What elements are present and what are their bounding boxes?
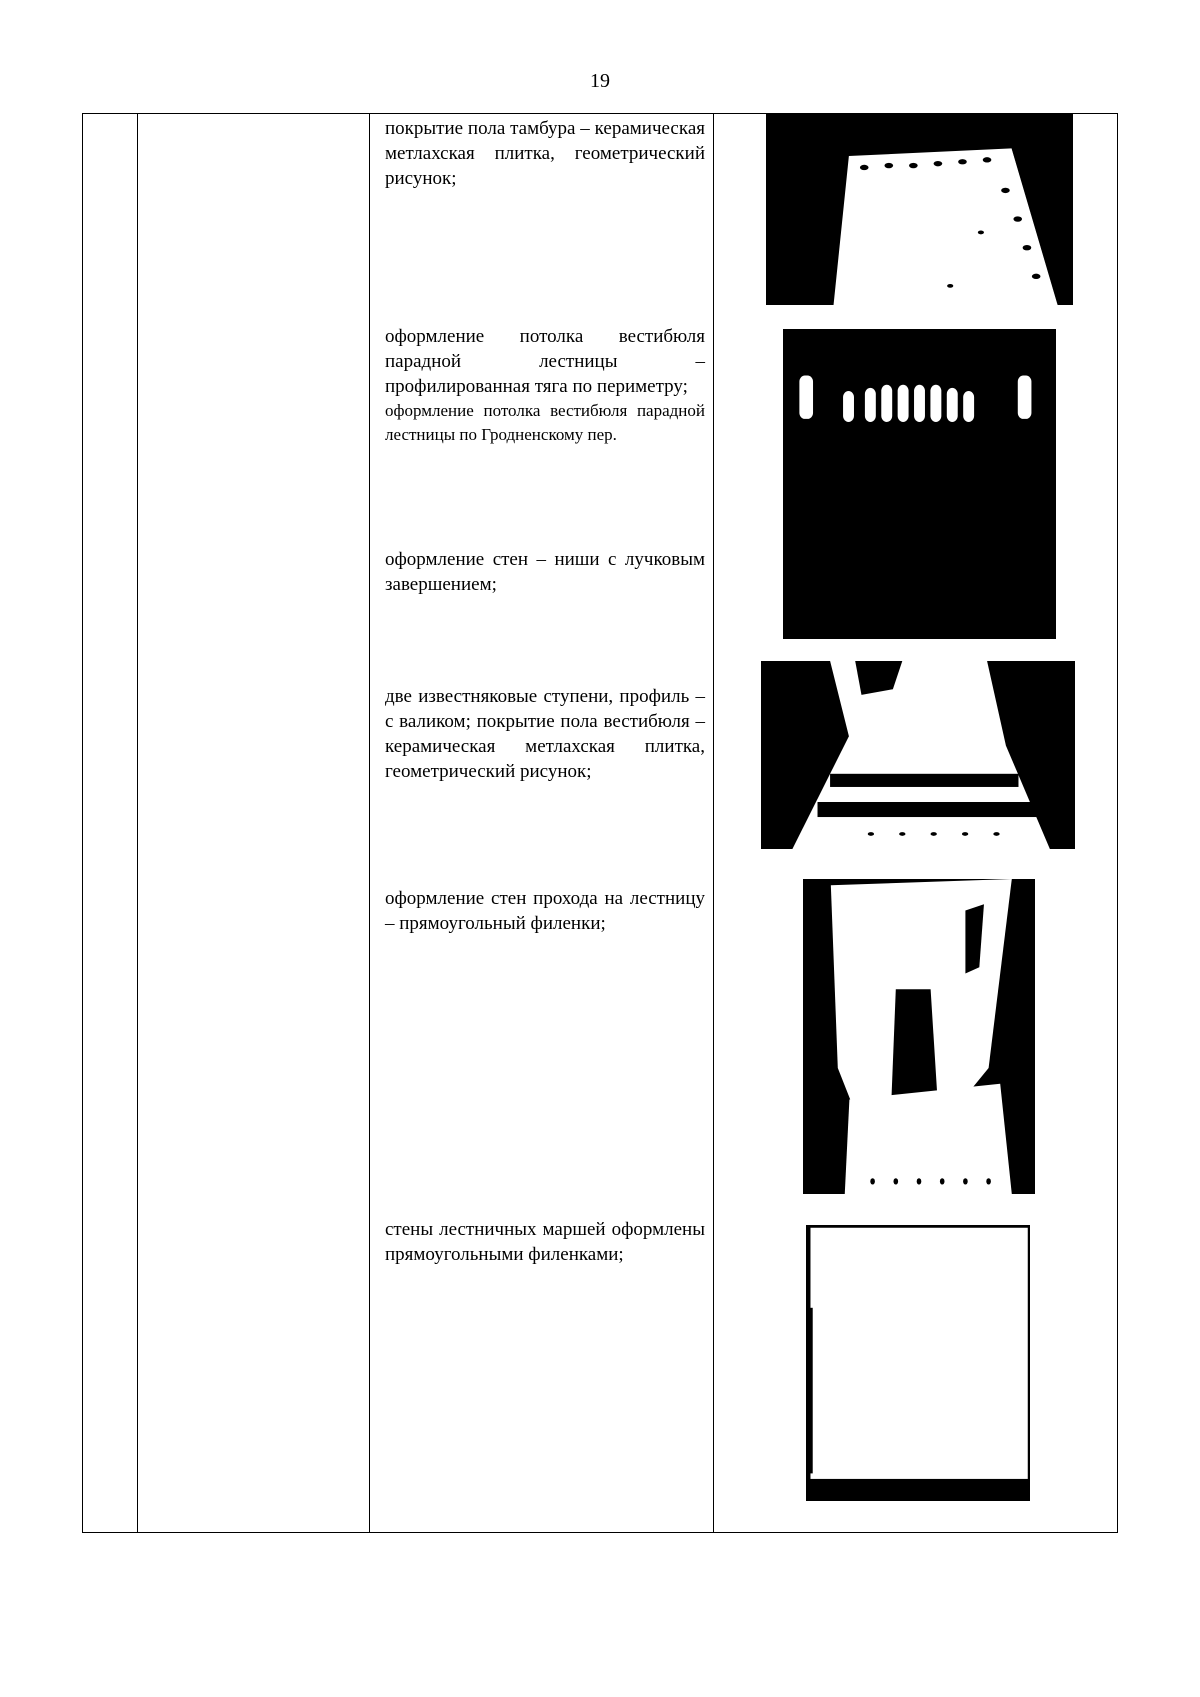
column-divider-1	[137, 114, 138, 1532]
entry-description	[385, 886, 705, 936]
column-divider-3	[713, 114, 714, 1532]
entry-paragraph: стены лестничных маршей оформлены прямоугольными филенками;	[385, 1219, 705, 1265]
entry-paragraph: две известняковые ступени, профиль – с валиком; покрытие пола вестибюля – керамическая метлахская плитка, геометрический рисунок;	[385, 686, 705, 782]
photo-limestone-steps-icon	[761, 661, 1075, 849]
photo-tambour-floor-tiles-icon	[766, 114, 1073, 305]
entry-paragraph: оформление стен прохода на лестницу – прямоугольный филенки;	[385, 888, 705, 934]
entry-paragraph: покрытие пола тамбура – керамическая метлахская плитка, геометрический рисунок;	[385, 118, 705, 189]
entry-paragraph: оформление стен – ниши с лучковым завершением;	[385, 549, 705, 595]
entry-description	[385, 684, 705, 784]
photo-stair-walls-icon	[806, 1225, 1030, 1501]
column-divider-2	[369, 114, 370, 1532]
entry-paragraph: оформление потолка вестибюля парадной лестницы по Гродненскому пер.	[385, 401, 705, 444]
document-table	[82, 113, 1118, 1533]
photo-vestibule-ceiling-icon	[783, 329, 1056, 639]
entry-description	[385, 547, 705, 597]
entry-description	[385, 116, 705, 191]
entry-description	[385, 324, 705, 447]
entry-paragraph: оформление потолка вестибюля парадной лестницы – профилированная тяга по периметру;	[385, 326, 705, 397]
page-number: 19	[590, 70, 610, 92]
photo-passage-to-stairs-icon	[803, 879, 1035, 1194]
entry-description	[385, 1217, 705, 1267]
